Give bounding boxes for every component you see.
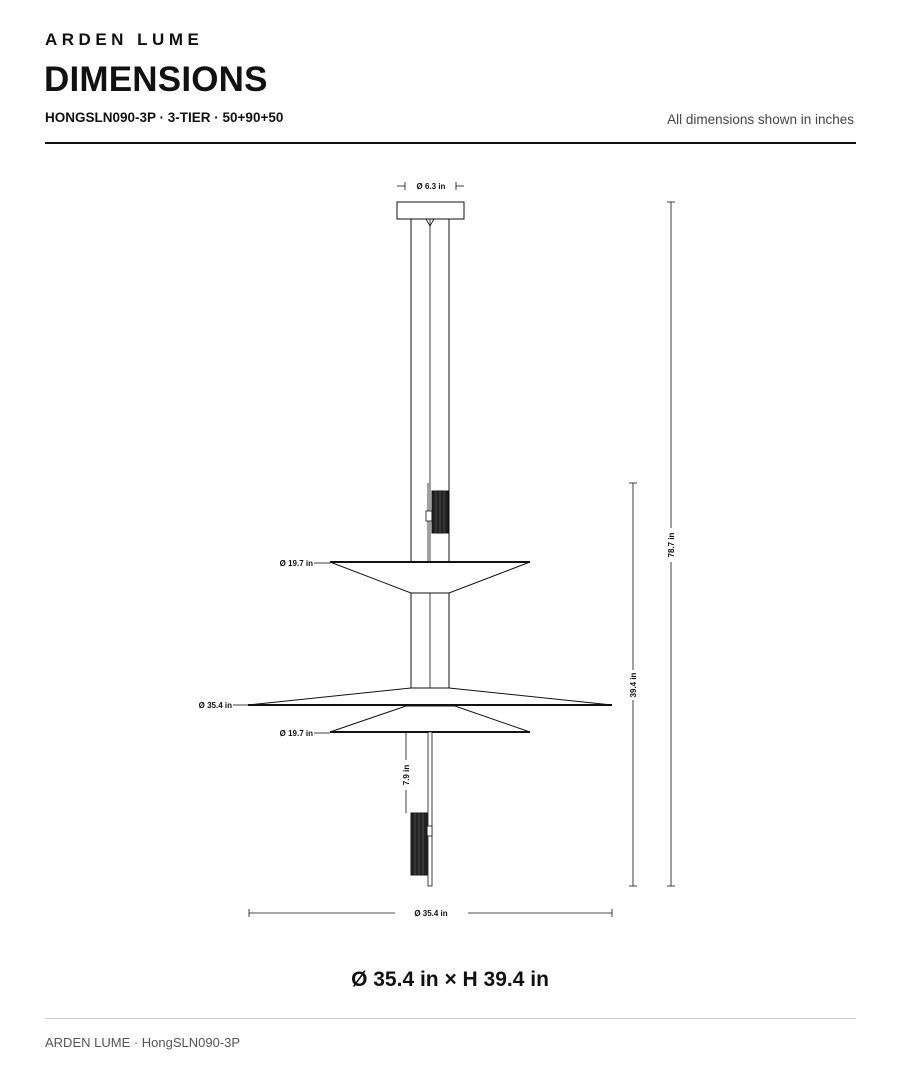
canopy-diameter-label: Ø 6.3 in: [416, 182, 446, 191]
canopy: [397, 202, 464, 219]
lower-shade: [330, 706, 530, 732]
upper-shade-diameter-label: Ø 19.7 in: [279, 559, 313, 568]
footer-text: ARDEN LUME · HongSLN090-3P: [45, 1035, 241, 1050]
page-title: DIMENSIONS: [44, 60, 268, 99]
brand-name: ARDEN LUME: [45, 30, 204, 49]
lower-rod-length-label: 7.9 in: [402, 764, 411, 786]
overall-width-label: Ø 35.4 in: [414, 909, 448, 918]
lower-rod: [428, 732, 432, 886]
upper-shade: [330, 562, 530, 593]
large-shade-diameter-label: Ø 35.4 in: [198, 701, 232, 710]
fixture-height-label: 39.4 in: [629, 672, 638, 698]
upper-spotlight-bracket: [426, 511, 432, 521]
units-note: All dimensions shown in inches: [667, 112, 854, 127]
large-shade: [248, 688, 612, 705]
model-subtitle: HONGSLN090-3P · 3-TIER · 50+90+50: [45, 110, 284, 125]
overall-height-label: 78.7 in: [667, 532, 676, 558]
lower-shade-diameter-label: Ø 19.7 in: [279, 729, 313, 738]
overall-dimensions-summary: Ø 35.4 in × H 39.4 in: [351, 968, 549, 991]
footer-rule: [45, 1018, 856, 1019]
